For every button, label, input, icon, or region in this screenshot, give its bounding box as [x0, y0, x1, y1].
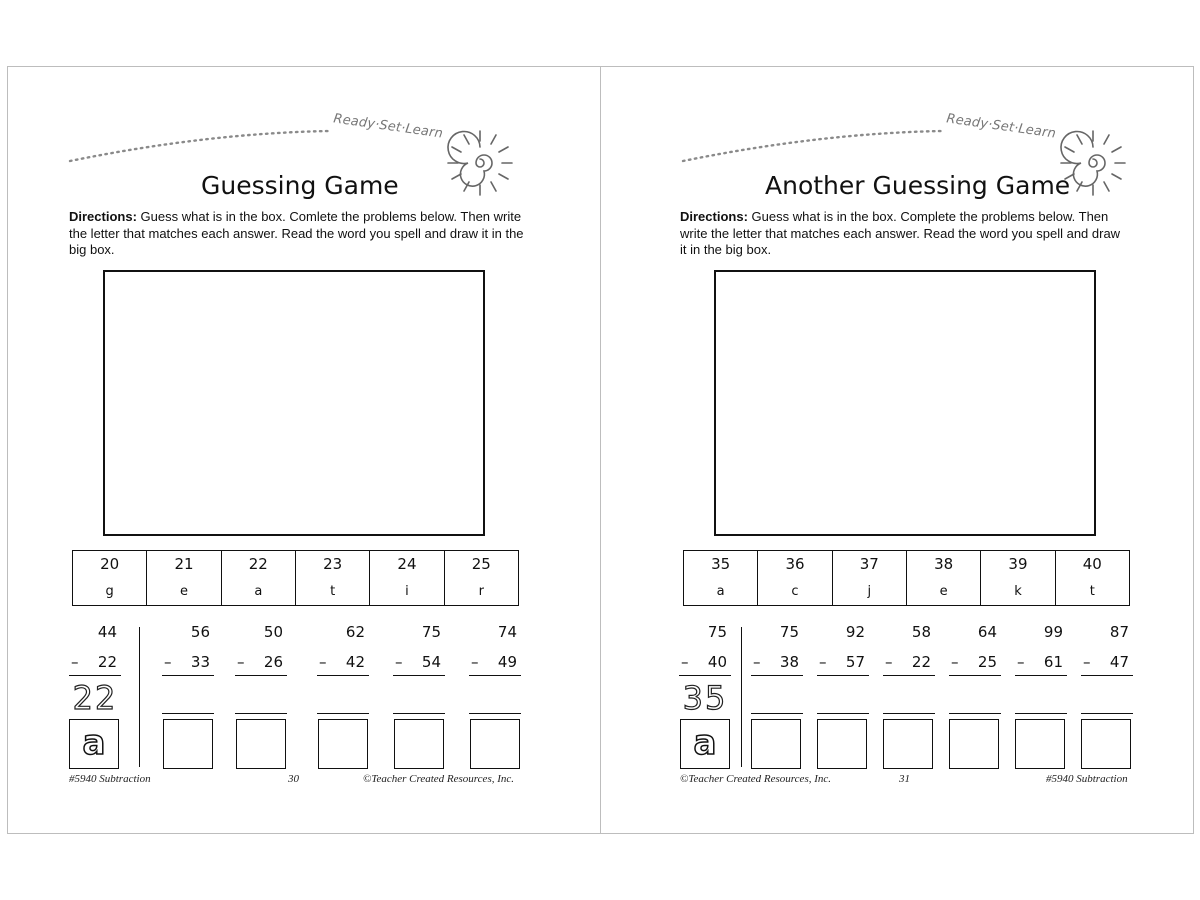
sum-line [1081, 675, 1133, 676]
subtrahend: 22 [97, 653, 117, 671]
key-cell [758, 551, 832, 605]
directions [680, 209, 1130, 259]
page-number: 30 [288, 773, 299, 785]
subtrahend: 54 [421, 653, 441, 671]
page-title: Guessing Game [201, 171, 399, 200]
subtrahend: 33 [190, 653, 210, 671]
footer-copyright: ©Teacher Created Resources, Inc. [680, 773, 832, 785]
subtrahend: 22 [911, 653, 931, 671]
minus-sign: – [951, 653, 959, 671]
subtraction-problem [162, 623, 214, 683]
directions [69, 209, 539, 259]
answer-line[interactable] [469, 713, 521, 714]
answer-line[interactable] [317, 713, 369, 714]
example-problem [69, 623, 121, 717]
key-number: 36 [785, 555, 805, 573]
sum-line [949, 675, 1001, 676]
minus-sign: – [237, 653, 245, 671]
drawing-box[interactable] [714, 270, 1096, 536]
minuend: 58 [911, 623, 931, 641]
sum-line [393, 675, 445, 676]
brand-logo-text: Ready·Set·Learn [945, 111, 1057, 142]
letter-box[interactable] [394, 719, 444, 769]
directions-text: Guess what is in the box. Comlete the problems below. Then write the letter that matches each answer. Read the word you spell and draw it in the big box. [69, 209, 524, 257]
key-letter: c [791, 584, 799, 599]
sum-line [1015, 675, 1067, 676]
subtraction-problem [235, 623, 287, 683]
letter-box[interactable] [470, 719, 520, 769]
minus-sign: – [471, 653, 479, 671]
minuend: 74 [497, 623, 517, 641]
letter-box[interactable] [236, 719, 286, 769]
answer-line[interactable] [751, 713, 803, 714]
key-letter: e [939, 584, 948, 599]
traced-letter: a [82, 723, 106, 763]
key-cell [684, 551, 758, 605]
subtraction-problem [1015, 623, 1067, 683]
minus-sign: – [71, 653, 79, 671]
subtrahend: 49 [497, 653, 517, 671]
subtrahend: 40 [707, 653, 727, 671]
key-cell [1056, 551, 1129, 605]
key-cell [147, 551, 221, 605]
example-answer: 22 [72, 679, 118, 717]
key-number: 39 [1008, 555, 1028, 573]
subtrahend: 25 [977, 653, 997, 671]
key-number: 40 [1082, 555, 1102, 573]
sum-line [69, 675, 121, 676]
minuend: 75 [421, 623, 441, 641]
key-number: 25 [471, 555, 491, 573]
answer-line[interactable] [949, 713, 1001, 714]
key-letter: j [867, 584, 872, 599]
key-cell [445, 551, 518, 605]
minuend: 75 [707, 623, 727, 641]
minus-sign: – [1083, 653, 1091, 671]
key-number: 20 [100, 555, 120, 573]
directions-text: Guess what is in the box. Complete the problems below. Then write the letter that matches each answer. Read the word you spell and draw it in the big box. [680, 209, 1121, 257]
minus-sign: – [1017, 653, 1025, 671]
sum-line [883, 675, 935, 676]
answer-key-table [683, 550, 1130, 606]
subtrahend: 26 [263, 653, 283, 671]
key-letter: r [478, 584, 484, 599]
key-cell [981, 551, 1055, 605]
example-answer: 35 [682, 679, 728, 717]
minus-sign: – [681, 653, 689, 671]
letter-box[interactable] [1081, 719, 1131, 769]
subtraction-problem [469, 623, 521, 683]
subtraction-problem [1081, 623, 1133, 683]
subtrahend: 47 [1109, 653, 1129, 671]
example-divider [741, 627, 742, 767]
footer-product-code: #5940 Subtraction [69, 773, 151, 785]
minuend: 62 [345, 623, 365, 641]
minuend: 99 [1043, 623, 1063, 641]
footer-copyright: ©Teacher Created Resources, Inc. [363, 773, 515, 785]
minuend: 87 [1109, 623, 1129, 641]
minuend: 92 [845, 623, 865, 641]
key-number: 21 [174, 555, 194, 573]
minuend: 44 [97, 623, 117, 641]
key-letter: a [254, 584, 263, 599]
key-cell [370, 551, 444, 605]
example-letter-box [680, 719, 730, 769]
key-number: 35 [711, 555, 731, 573]
answer-line[interactable] [883, 713, 935, 714]
key-letter: k [1014, 584, 1022, 599]
key-cell [296, 551, 370, 605]
example-letter-box [69, 719, 119, 769]
subtrahend: 61 [1043, 653, 1063, 671]
answer-line[interactable] [1015, 713, 1067, 714]
sum-line [317, 675, 369, 676]
drawing-box[interactable] [103, 270, 485, 536]
page-number: 31 [899, 773, 910, 785]
minuend: 56 [190, 623, 210, 641]
subtraction-problem [393, 623, 445, 683]
key-letter: g [105, 584, 114, 599]
directions-label: Directions: [69, 209, 137, 224]
key-letter: t [330, 584, 336, 599]
answer-line[interactable] [162, 713, 214, 714]
sum-line [751, 675, 803, 676]
key-letter: e [179, 584, 188, 599]
minus-sign: – [319, 653, 327, 671]
sun-icon [440, 123, 520, 203]
subtraction-problem [817, 623, 869, 683]
key-number: 22 [248, 555, 268, 573]
key-letter: t [1089, 584, 1095, 599]
key-letter: i [405, 584, 409, 599]
directions-label: Directions: [680, 209, 748, 224]
example-divider [139, 627, 140, 767]
letter-box[interactable] [817, 719, 867, 769]
key-letter: a [716, 584, 725, 599]
key-number: 23 [323, 555, 343, 573]
subtraction-problem [949, 623, 1001, 683]
subtrahend: 57 [845, 653, 865, 671]
key-number: 37 [859, 555, 879, 573]
traced-letter: a [693, 723, 717, 763]
footer-product-code: #5940 Subtraction [1046, 773, 1128, 785]
letter-box[interactable] [949, 719, 999, 769]
minuend: 64 [977, 623, 997, 641]
minus-sign: – [753, 653, 761, 671]
minuend: 50 [263, 623, 283, 641]
letter-box[interactable] [163, 719, 213, 769]
answer-line[interactable] [817, 713, 869, 714]
brand-logo-text: Ready·Set·Learn [332, 111, 444, 142]
page-title: Another Guessing Game [765, 171, 1071, 200]
minus-sign: – [395, 653, 403, 671]
sum-line [817, 675, 869, 676]
key-cell [907, 551, 981, 605]
letter-box[interactable] [883, 719, 933, 769]
key-cell [222, 551, 296, 605]
key-cell [833, 551, 907, 605]
key-cell [73, 551, 147, 605]
key-number: 38 [934, 555, 954, 573]
subtraction-problem [883, 623, 935, 683]
answer-line[interactable] [1081, 713, 1133, 714]
minus-sign: – [885, 653, 893, 671]
minus-sign: – [164, 653, 172, 671]
letter-box[interactable] [318, 719, 368, 769]
subtrahend: 42 [345, 653, 365, 671]
sum-line [679, 675, 731, 676]
answer-line[interactable] [393, 713, 445, 714]
key-number: 24 [397, 555, 417, 573]
answer-line[interactable] [235, 713, 287, 714]
answer-key-table [72, 550, 519, 606]
minuend: 75 [779, 623, 799, 641]
letter-box[interactable] [1015, 719, 1065, 769]
sum-line [469, 675, 521, 676]
worksheet-page-right [600, 66, 1194, 834]
sum-line [162, 675, 214, 676]
sum-line [235, 675, 287, 676]
minus-sign: – [819, 653, 827, 671]
subtraction-problem [317, 623, 369, 683]
example-problem [679, 623, 731, 717]
letter-box[interactable] [751, 719, 801, 769]
subtrahend: 38 [779, 653, 799, 671]
subtraction-problem [751, 623, 803, 683]
worksheet-page-left [7, 66, 601, 834]
